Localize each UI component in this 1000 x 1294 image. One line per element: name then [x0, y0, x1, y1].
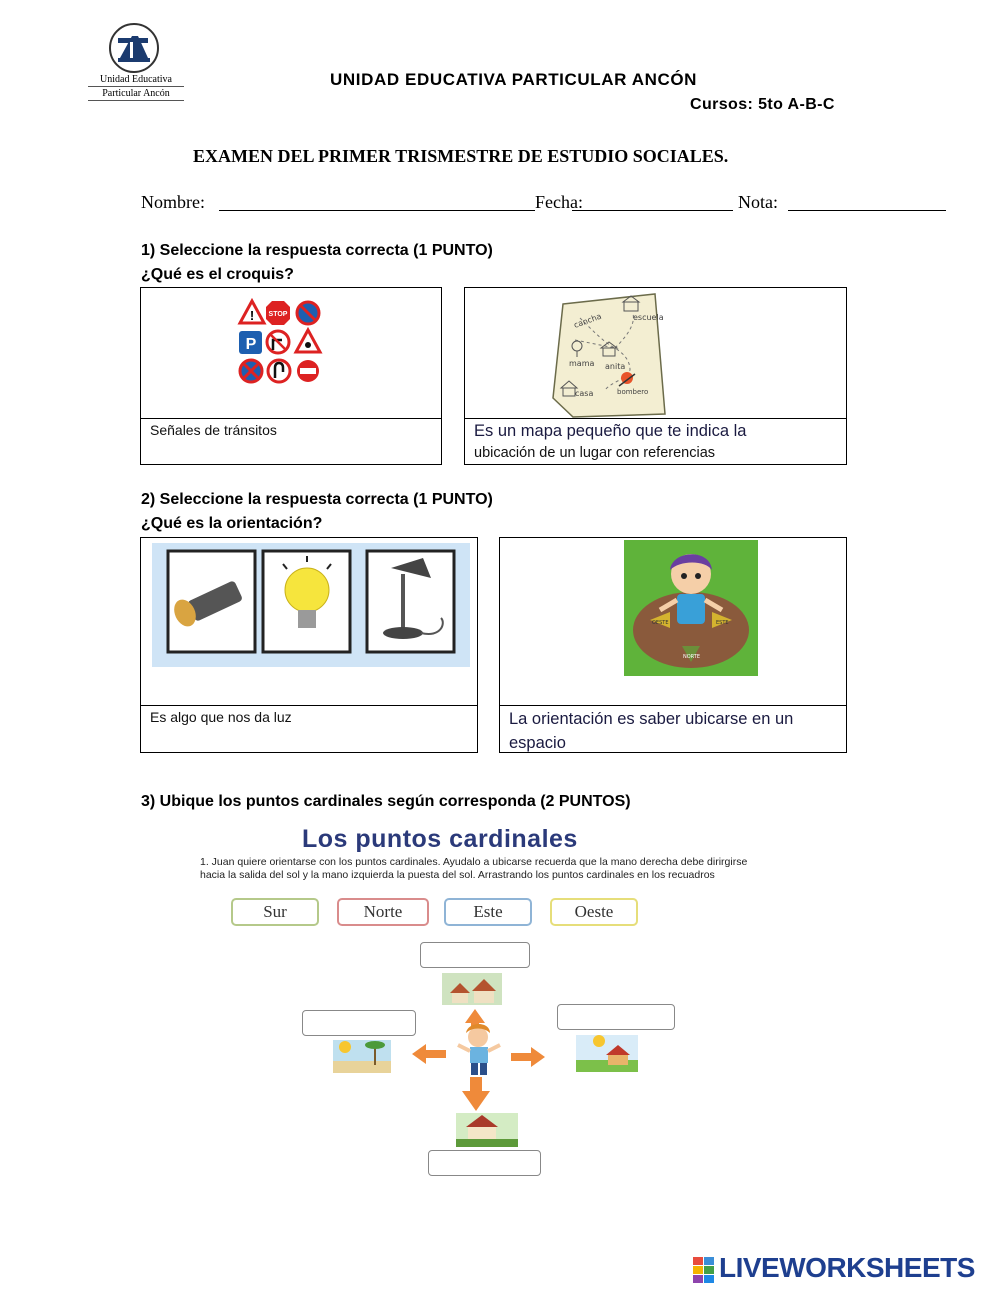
boy-juan-icon — [458, 1024, 500, 1075]
svg-text:casa: casa — [575, 389, 594, 398]
no-u-turn-sign-icon — [268, 360, 290, 382]
svg-text:NORTE: NORTE — [683, 654, 700, 660]
logo-text-line1: Unidad Educativa — [88, 74, 184, 87]
q2-option-a-text: Es algo que nos da luz — [150, 709, 292, 725]
north-village-scene-icon — [442, 973, 502, 1005]
q1-option-b[interactable] — [464, 287, 847, 465]
svg-text:OESTE: OESTE — [652, 620, 669, 626]
chip-norte-label: Norte — [363, 902, 403, 921]
q3-title: 3) Ubique los puntos cardinales según corresponda (2 PUNTOS) — [141, 793, 631, 810]
svg-text:cancha: cancha — [572, 311, 603, 330]
q2-option-a[interactable] — [140, 537, 478, 753]
q2-title: 2) Seleccione la respuesta correcta (1 PUNTO) — [141, 491, 493, 508]
q2-option-b[interactable] — [499, 537, 847, 753]
q1-title: 1) Seleccione la respuesta correcta (1 PUNTO) — [141, 242, 493, 259]
chip-sur-label: Sur — [263, 902, 287, 921]
chip-este[interactable] — [444, 898, 532, 926]
liveworksheets-brand[interactable]: LIVEWORKSHEETS — [719, 1252, 975, 1283]
east-house-scene-icon — [576, 1035, 638, 1072]
svg-text:escuela: escuela — [633, 313, 664, 322]
cardinal-instruction: 1. Juan quiere orientarse con los puntos cardinales. Ayudalo a ubicarse recuerda que la mano derecha debe dirirgirse hacia la salida del sol y la mano izquierda la puesta del sol. Arrastrando los puntos cardinales en los recuadros — [200, 856, 748, 881]
no-right-turn-sign-icon — [267, 331, 289, 353]
oil-pump-emblem-icon — [108, 22, 160, 74]
light-objects-image — [141, 538, 477, 706]
south-farm-scene-icon — [456, 1113, 518, 1147]
svg-text:mama: mama — [569, 359, 595, 368]
chip-oeste-label: Oeste — [574, 902, 614, 921]
parking-sign-icon — [239, 331, 262, 354]
svg-text:!: ! — [249, 308, 255, 323]
no-entry-sign-icon — [297, 360, 319, 382]
q1-option-b-text-line1: Es un mapa pequeño que te indica la — [474, 422, 747, 440]
no-stopping-sign-icon — [240, 360, 262, 382]
west-beach-scene-icon — [333, 1040, 391, 1073]
sketch-map-image — [465, 288, 846, 419]
q1-option-b-text-line2: ubicación de un lugar con referencias — [474, 445, 716, 461]
date-field[interactable] — [572, 210, 733, 211]
chip-este-label: Este — [473, 902, 503, 921]
arrow-right-icon — [511, 1047, 545, 1067]
grade-field[interactable] — [788, 210, 946, 211]
logo-text-line2: Particular Ancón — [88, 88, 184, 101]
svg-text:bombero: bombero — [617, 388, 649, 396]
date-label: Fecha: — [535, 192, 583, 212]
school-logo — [88, 22, 184, 104]
svg-text:STOP: STOP — [268, 311, 288, 318]
q1-question: ¿Qué es el croquis? — [141, 266, 294, 283]
q1-option-a[interactable] — [140, 287, 442, 465]
name-field[interactable] — [219, 210, 535, 211]
cardinal-worksheet-title: Los puntos cardinales — [302, 825, 578, 853]
chip-sur[interactable] — [231, 898, 319, 926]
cardinal-diagram — [300, 965, 680, 1150]
arrow-down-icon — [462, 1077, 490, 1111]
q2-question: ¿Qué es la orientación? — [141, 515, 323, 532]
drop-box-south[interactable] — [428, 1150, 541, 1176]
traffic-signs-image — [141, 288, 441, 419]
chip-norte[interactable] — [337, 898, 429, 926]
grade-label: Nota: — [738, 192, 778, 212]
svg-text:ESTE: ESTE — [716, 620, 729, 626]
svg-text:P: P — [245, 336, 257, 353]
orientation-boy-image — [500, 538, 846, 706]
exam-title: EXAMEN DEL PRIMER TRISMESTRE DE ESTUDIO SOCIALES. — [193, 146, 729, 166]
school-name: UNIDAD EDUCATIVA PARTICULAR ANCÓN — [330, 70, 698, 89]
stop-sign-icon — [266, 301, 290, 325]
liveworksheets-logo-icon — [693, 1256, 715, 1284]
road-works-sign-icon — [296, 330, 320, 352]
warning-sign-icon — [240, 301, 264, 323]
chip-oeste[interactable] — [550, 898, 638, 926]
q2-option-b-text: La orientación es saber ubicarse en un espacio — [509, 710, 794, 752]
q1-option-a-text: Señales de tránsitos — [150, 422, 277, 438]
no-parking-sign-icon — [297, 302, 319, 324]
name-label: Nombre: — [141, 192, 205, 212]
arrow-left-icon — [412, 1044, 446, 1064]
courses-label: Cursos: 5to A-B-C — [690, 96, 835, 113]
svg-text:anita: anita — [605, 362, 626, 371]
